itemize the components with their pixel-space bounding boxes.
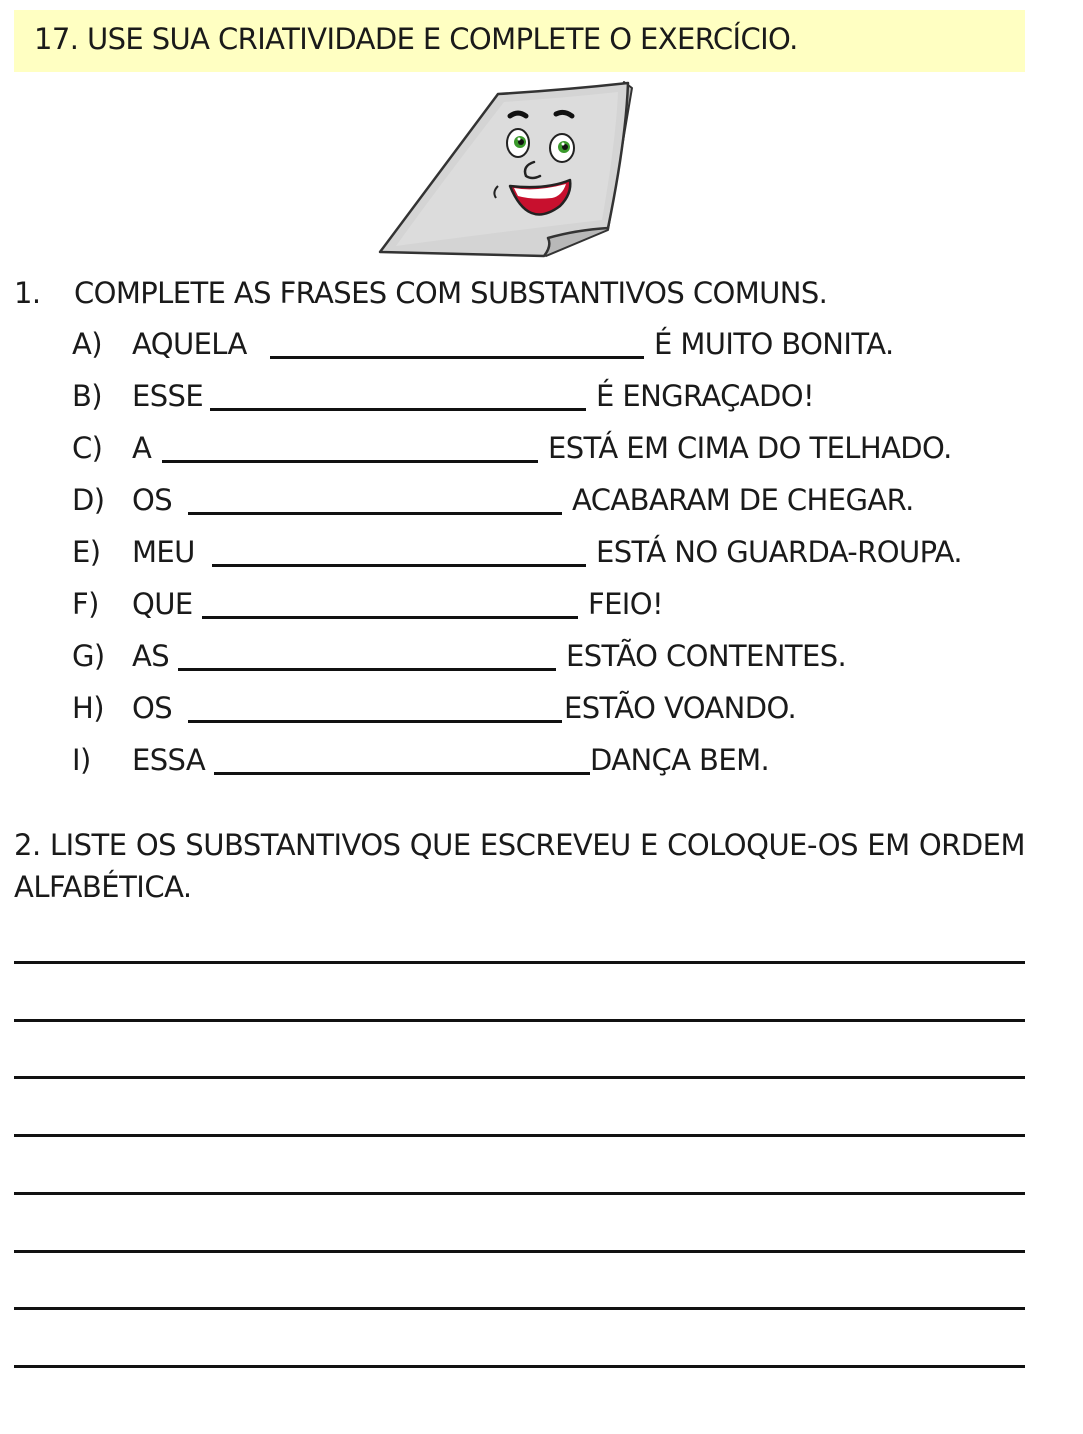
item-letter: H) xyxy=(72,691,104,725)
item-letter: D) xyxy=(72,483,105,517)
item-letter: F) xyxy=(72,587,99,621)
item-prefix: OS xyxy=(132,691,173,725)
answer-line[interactable] xyxy=(14,1076,1025,1079)
item-letter: E) xyxy=(72,535,101,569)
answer-line[interactable] xyxy=(14,1250,1025,1253)
sentence-item-f xyxy=(0,587,1083,627)
item-suffix: ESTÃO VOANDO. xyxy=(564,691,797,725)
answer-blank[interactable] xyxy=(178,668,556,671)
answer-line[interactable] xyxy=(14,1134,1025,1137)
answer-blank[interactable] xyxy=(188,512,562,515)
answer-blank[interactable] xyxy=(202,616,578,619)
answer-line[interactable] xyxy=(14,1192,1025,1195)
item-letter: A) xyxy=(72,327,102,361)
sentence-item-b xyxy=(0,379,1083,419)
answer-blank[interactable] xyxy=(188,720,562,723)
item-suffix: É ENGRAÇADO! xyxy=(596,379,815,413)
item-letter: G) xyxy=(72,639,105,673)
answer-blank[interactable] xyxy=(214,772,590,775)
item-prefix: QUE xyxy=(132,587,193,621)
item-suffix: ESTÃO CONTENTES. xyxy=(566,639,847,673)
answer-line[interactable] xyxy=(14,1019,1025,1022)
answer-line[interactable] xyxy=(14,961,1025,964)
item-letter: C) xyxy=(72,431,103,465)
smiling-paper-sheet-icon xyxy=(376,80,648,260)
item-suffix: É MUITO BONITA. xyxy=(654,327,894,361)
sentence-item-c xyxy=(0,431,1083,471)
item-prefix: OS xyxy=(132,483,173,517)
answer-blank[interactable] xyxy=(162,460,538,463)
answer-blank[interactable] xyxy=(212,564,586,567)
sentence-item-i xyxy=(0,743,1083,783)
answer-blank[interactable] xyxy=(270,356,644,359)
sentence-item-d xyxy=(0,483,1083,523)
sentence-item-e xyxy=(0,535,1083,575)
answer-line[interactable] xyxy=(14,1307,1025,1310)
exercise-header xyxy=(14,10,1025,72)
answer-line[interactable] xyxy=(14,1365,1025,1368)
sentence-item-a xyxy=(0,327,1083,367)
item-suffix: ESTÁ EM CIMA DO TELHADO. xyxy=(548,431,952,465)
item-suffix: ESTÁ NO GUARDA-ROUPA. xyxy=(596,535,962,569)
item-letter: B) xyxy=(72,379,103,413)
item-suffix: ACABARAM DE CHEGAR. xyxy=(572,483,914,517)
item-prefix: ESSA xyxy=(132,743,206,777)
sentence-item-h xyxy=(0,691,1083,731)
item-prefix: ESSE xyxy=(132,379,204,413)
item-prefix: A xyxy=(132,431,152,465)
item-prefix: AQUELA xyxy=(132,327,247,361)
item-suffix: DANÇA BEM. xyxy=(590,743,770,777)
sentence-item-g xyxy=(0,639,1083,679)
item-suffix: FEIO! xyxy=(588,587,664,621)
item-prefix: AS xyxy=(132,639,170,673)
question-1-text: COMPLETE AS FRASES COM SUBSTANTIVOS COMUNS. xyxy=(74,276,828,310)
question-1-number: 1. xyxy=(14,276,41,310)
item-prefix: MEU xyxy=(132,535,195,569)
item-letter: I) xyxy=(72,743,91,777)
exercise-title: 17. USE SUA CRIATIVIDADE E COMPLETE O EXERCÍCIO. xyxy=(34,22,798,56)
question-2-text: 2. LISTE OS SUBSTANTIVOS QUE ESCREVEU E COLOQUE-OS EM ORDEM ALFABÉTICA. xyxy=(14,828,1025,904)
answer-blank[interactable] xyxy=(210,408,586,411)
